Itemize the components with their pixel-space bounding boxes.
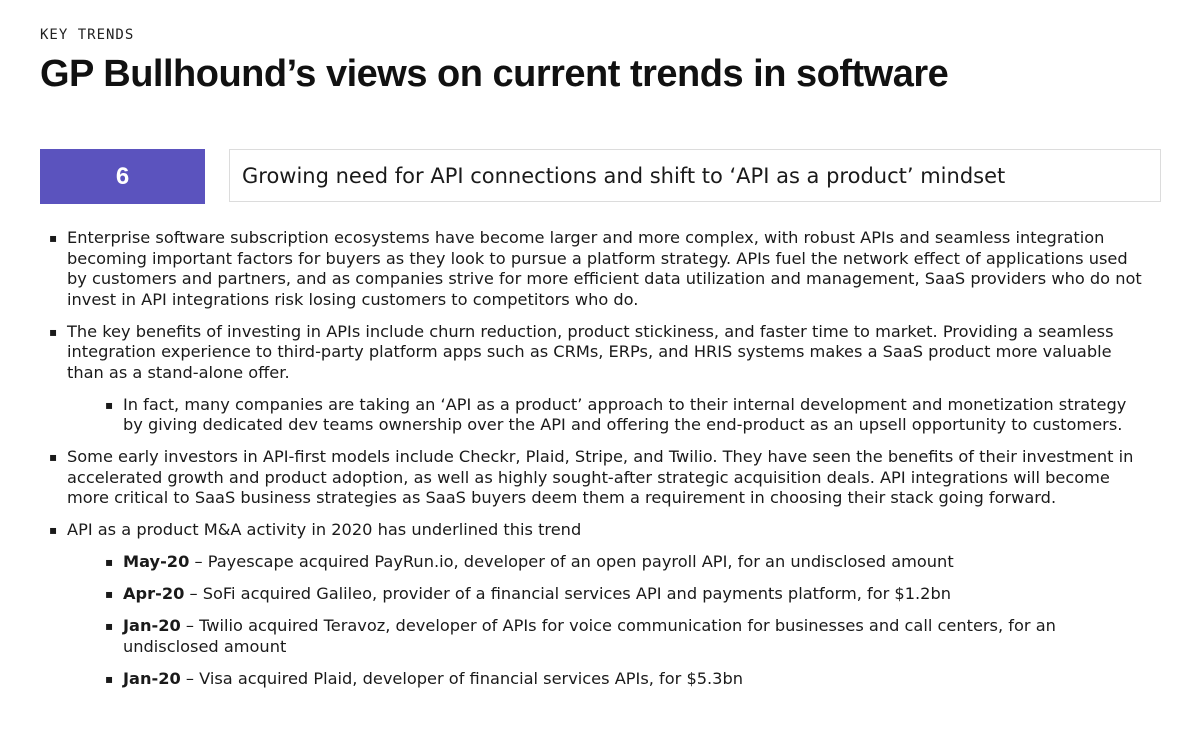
bullet-item (40, 520, 1150, 541)
deal-date: Apr-20 (123, 584, 185, 603)
deal-description: – SoFi acquired Galileo, provider of a financial services API and payments platform, for $1.2bn (184, 584, 951, 603)
deal-item (96, 669, 1150, 690)
deal-description: – Visa acquired Plaid, developer of financial services APIs, for $5.3bn (180, 668, 744, 688)
deal-description: – Twilio acquired Teravoz, developer of APIs for voice communication for businesses and call centers, for an undisclosed amount (123, 616, 1056, 656)
trend-headline: Growing need for API connections and shift to ‘API as a product’ mindset (229, 149, 1161, 202)
deal-date: Jan-20 (123, 668, 181, 688)
deal-date: May-20 (123, 552, 190, 571)
bullet-marker-icon: ▪ (105, 587, 114, 601)
trend-body (40, 228, 1150, 701)
deal-item (96, 616, 1150, 657)
bullet-marker-icon: ▪ (105, 555, 114, 569)
bullet-item (40, 447, 1150, 509)
bullet-marker-icon: ▪ (105, 619, 114, 633)
bullet-text: Enterprise software subscription ecosystems have become larger and more complex, with robust APIs and seamless integration becoming important factors for buyers as they look to pursue a platform strategy. APIs fuel the network effect of applications used by customers and partners, and as companies strive for more efficient data utilization and management, SaaS providers who do not invest in API integrations risk losing customers to competitors who do. (67, 228, 1142, 309)
bullet-marker-icon: ▪ (49, 231, 58, 245)
bullet-marker-icon: ▪ (49, 324, 58, 339)
bullet-marker-icon: ▪ (49, 523, 58, 537)
sub-bullet-text: In fact, many companies are taking an ‘API as a product’ approach to their internal development and monetization strategy by giving dedicated dev teams ownership over the API and offering the end-product as an upsell opportunity to customers. (123, 394, 1127, 434)
bullet-marker-icon: ▪ (105, 397, 114, 412)
bullet-item (40, 322, 1150, 384)
trend-number-badge: 6 (40, 149, 205, 204)
bullet-marker-icon: ▪ (49, 450, 58, 464)
sub-bullet-item (96, 395, 1150, 436)
deal-item (96, 552, 1150, 573)
page-title: GP Bullhound’s views on current trends in software (40, 53, 949, 95)
bullet-text: Some early investors in API-first models include Checkr, Plaid, Stripe, and Twilio. They have seen the benefits of their investment in accelerated growth and product adoption, as well as highly sought-after strategic acquisition deals. API integrations will become more critical to SaaS business strategies as SaaS buyers deem them a requirement in choosing their stack going forward. (67, 447, 1134, 507)
bullet-text: API as a product M&A activity in 2020 has underlined this trend (67, 520, 582, 539)
bullet-item (40, 228, 1150, 310)
bullet-marker-icon: ▪ (105, 671, 114, 686)
deal-date: Jan-20 (123, 616, 181, 635)
deal-description: – Payescape acquired PayRun.io, developer of an open payroll API, for an undisclosed amount (189, 552, 954, 571)
bullet-text: The key benefits of investing in APIs include churn reduction, product stickiness, and faster time to market. Providing a seamless integration experience to third-party platform apps such as CRMs, ERPs, and HRIS systems makes a SaaS product more valuable than as a stand-alone offer. (67, 321, 1114, 382)
deal-item (96, 584, 1150, 605)
section-kicker: KEY TRENDS (40, 27, 135, 43)
